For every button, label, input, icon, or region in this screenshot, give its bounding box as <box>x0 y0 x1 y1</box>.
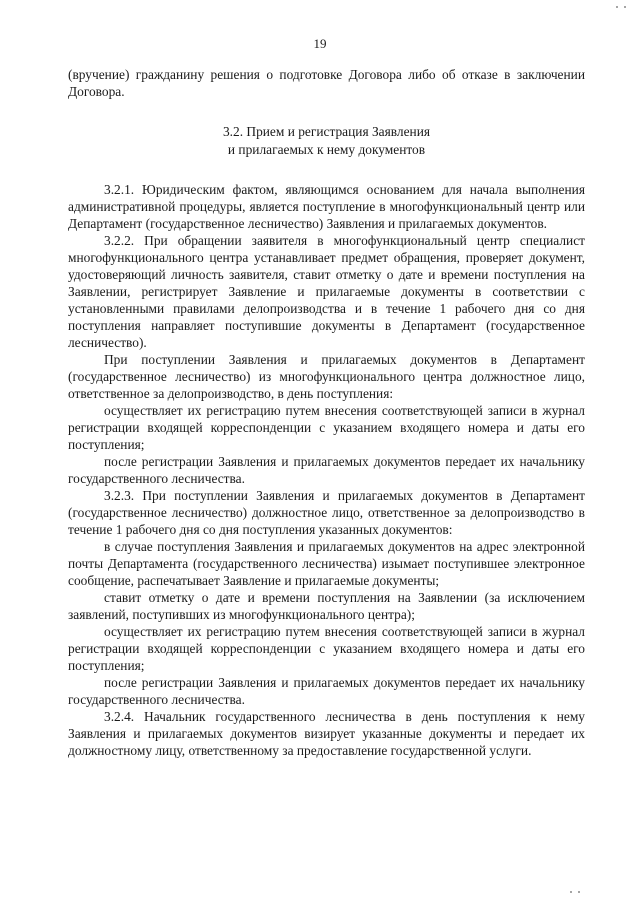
paragraph: осуществляет их регистрацию путем внесения соответствующей записи в журнал регистрации входящей корреспонденции с указанием входящего номера и даты его поступления; <box>68 624 585 673</box>
scan-dot <box>570 891 572 893</box>
paragraph-3-2-3: 3.2.3. При поступлении Заявления и прилагаемых документов в Департамент (государственное лесничество) должностное лицо, ответственное за делопроизводство в течение 1 рабочего дня со дня поступления указанных документов: <box>68 488 585 537</box>
paragraph: после регистрации Заявления и прилагаемых документов передает их начальнику государственного лесничества. <box>68 675 585 707</box>
scan-dot <box>578 891 580 893</box>
paragraph: При поступлении Заявления и прилагаемых документов в Департамент (государственное лесничество) из многофункционального центра должностное лицо, ответственное за делопроизводство, в день поступления: <box>68 352 585 401</box>
scan-dot <box>616 6 618 8</box>
paragraph-3-2-1: 3.2.1. Юридическим фактом, являющимся основанием для начала выполнения административной процедуры, является поступление в многофункциональный центр или Департамент (государственное лесничество) Заявления и прилагаемых документов. <box>68 182 585 231</box>
paragraph: осуществляет их регистрацию путем внесения соответствующей записи в журнал регистрации входящей корреспонденции с указанием входящего номера и даты его поступления; <box>68 403 585 452</box>
document-body <box>68 66 585 759</box>
section-heading <box>68 123 585 159</box>
paragraph: в случае поступления Заявления и прилагаемых документов на адрес электронной почты Департамента (государственного лесничества) изымает поступившее электронное сообщение, распечатывает Заявление и прилагаемые документы; <box>68 539 585 588</box>
section-title-line: и прилагаемых к нему документов <box>227 142 426 157</box>
paragraph: ставит отметку о дате и времени поступления на Заявлении (за исключением заявлений, поступивших из многофункционального центра); <box>68 590 585 622</box>
page-number: 19 <box>313 36 327 51</box>
paragraph-3-2-4: 3.2.4. Начальник государственного лесничества в день поступления к нему Заявления и прилагаемых документов визирует указанные документы и передает их должностному лицу, ответственному за предоставление государственной услуги. <box>68 709 585 758</box>
paragraph-3-2-2: 3.2.2. При обращении заявителя в многофункциональный центр специалист многофункционального центра устанавливает предмет обращения, проверяет документ, удостоверяющий личность заявителя, ставит отметку о дате и времени поступления на Заявлении, регистрирует Заявление и прилагаемые документы в соответствии с установленными правилами делопроизводства и в течение 1 рабочего дня со дня поступления направляет поступившие документы в Департамент (государственное лесничество). <box>68 233 585 350</box>
scan-dot <box>624 6 626 8</box>
paragraph: после регистрации Заявления и прилагаемых документов передает их начальнику государственного лесничества. <box>68 454 585 486</box>
intro-paragraph: (вручение) гражданину решения о подготовке Договора либо об отказе в заключении Договора. <box>68 67 585 99</box>
section-title-line: 3.2. Прием и регистрация Заявления <box>222 124 431 139</box>
